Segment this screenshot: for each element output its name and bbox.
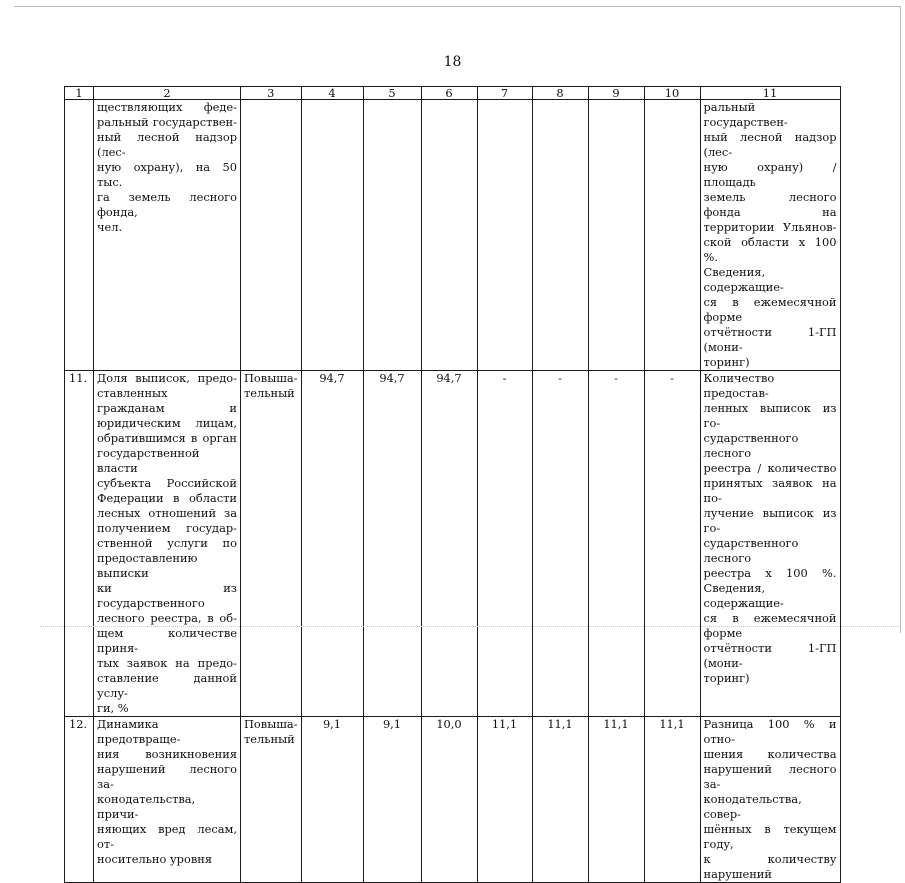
indicator-value: - — [644, 371, 700, 717]
calculation-method-line: торинг) — [703, 355, 750, 369]
indicator-value: - — [477, 371, 532, 717]
calculation-method-line: конодательства, совер- — [703, 792, 802, 821]
indicator-value: 94,7 — [301, 371, 363, 717]
calculation-method-line: ской области x 100 %. — [703, 235, 837, 264]
indicator-name-line: га земель лесного фонда, — [97, 190, 237, 219]
indicator-name-line: государственной власти — [97, 446, 200, 475]
indicator-value — [588, 100, 644, 371]
indicator-name-line: ния возникновения — [97, 747, 237, 761]
calculation-method-line: Разница 100 % и отно- — [703, 717, 837, 746]
indicator-value — [532, 100, 588, 371]
calculation-method-line: ся в ежемесячной форме — [703, 295, 837, 324]
calculation-method — [700, 100, 840, 371]
indicator-name-line: ственной услуги по — [97, 536, 237, 550]
calculation-method-line: шения количества — [703, 747, 837, 761]
calculation-method-line: ленных выписок из го- — [703, 401, 837, 430]
indicator-value: 9,1 — [301, 717, 363, 883]
indicator-name-line: ный лесной надзор (лес- — [97, 130, 237, 159]
calculation-method-line: сударственного лесного — [703, 431, 799, 460]
calculation-method-line: шённых в текущем году, — [703, 822, 837, 851]
indicator-name — [94, 717, 241, 883]
indicator-name-line: субъекта Российской — [97, 476, 237, 490]
column-header: 11 — [700, 87, 840, 100]
indicator-name-line: Федерации в области — [97, 491, 237, 505]
row-number: 11. — [65, 371, 94, 717]
indicator-value: 10,0 — [421, 717, 477, 883]
calculation-method-line: Сведения, содержащие- — [703, 581, 784, 610]
indicator-name — [94, 100, 241, 371]
indicator-value: 94,7 — [363, 371, 421, 717]
indicator-value: 94,7 — [421, 371, 477, 717]
calculation-method-line: реестра / количество — [703, 461, 837, 475]
table-row — [65, 371, 841, 717]
calculation-method-line: земель лесного фонда на — [703, 190, 837, 219]
calculation-method-line: ся в ежемесячной форме — [703, 611, 837, 640]
table-header-row — [65, 87, 841, 100]
indicator-value: 11,1 — [477, 717, 532, 883]
calculation-method-line: ную охрану) / площадь — [703, 160, 837, 189]
indicator-value — [301, 100, 363, 371]
indicator-name-line: ральный государствен- — [97, 115, 237, 129]
calculation-method-line: принятых заявок на по- — [703, 476, 837, 505]
calculation-method-line: ральный государствен- — [703, 100, 788, 129]
indicator-direction: Повыша- тельный — [241, 371, 302, 717]
indicator-name-line: ществляющих феде- — [97, 100, 237, 114]
row-number — [65, 100, 94, 371]
calculation-method-line: сударственного лесного — [703, 536, 799, 565]
indicator-value: 9,1 — [363, 717, 421, 883]
column-header: 2 — [94, 87, 241, 100]
indicator-name-line: чел. — [97, 220, 123, 234]
indicator-name-line: ги, % — [97, 701, 129, 715]
column-header: 4 — [301, 87, 363, 100]
calculation-method-line: отчётности 1-ГП (мони- — [703, 641, 837, 670]
calculation-method-line: к количеству нарушений — [703, 852, 837, 881]
indicator-name-line: нарушений лесного за- — [97, 762, 237, 791]
calculation-method-line: территории Ульянов- — [703, 220, 837, 234]
calculation-method — [700, 717, 840, 883]
row-number: 12. — [65, 717, 94, 883]
column-header: 5 — [363, 87, 421, 100]
column-header: 6 — [421, 87, 477, 100]
calculation-method-line: торинг) — [703, 671, 750, 685]
table-row — [65, 717, 841, 883]
indicator-name-line: ставление данной услу- — [97, 671, 237, 700]
indicator-name-line: юридическим лицам, — [97, 416, 237, 430]
calculation-method — [700, 371, 840, 717]
indicator-value — [363, 100, 421, 371]
indicator-direction: Повыша- тельный — [241, 717, 302, 883]
column-header: 8 — [532, 87, 588, 100]
indicator-value — [644, 100, 700, 371]
indicator-name-line: предоставлению выписки — [97, 551, 198, 580]
column-header: 9 — [588, 87, 644, 100]
indicator-name-line: получением государ- — [97, 521, 237, 535]
page-number: 18 — [443, 54, 462, 70]
indicator-value: - — [588, 371, 644, 717]
calculation-method-line: реестра x 100 %. — [703, 566, 837, 580]
indicator-name-line: Доля выписок, предо- — [97, 371, 237, 385]
scan-edge — [40, 626, 900, 628]
indicator-name-line: лесного реестра, в об- — [97, 611, 237, 625]
indicator-value — [477, 100, 532, 371]
indicator-value: 11,1 — [588, 717, 644, 883]
indicator-direction — [241, 100, 302, 371]
indicator-name — [94, 371, 241, 717]
indicator-table — [64, 86, 841, 883]
calculation-method-line: Количество предостав- — [703, 371, 775, 400]
indicator-name-line: ки из государственного — [97, 581, 237, 610]
indicator-name-line: лесных отношений за — [97, 506, 237, 520]
calculation-method-line: ный лесной надзор (лес- — [703, 130, 837, 159]
column-header: 1 — [65, 87, 94, 100]
indicator-name-line: обратившимся в орган — [97, 431, 237, 445]
indicator-value — [421, 100, 477, 371]
indicator-value: - — [532, 371, 588, 717]
indicator-name-line: носительно уровня — [97, 852, 213, 866]
calculation-method-line: лучение выписок из го- — [703, 506, 837, 535]
indicator-name-line: Динамика предотвраще- — [97, 717, 181, 746]
calculation-method-line: Сведения, содержащие- — [703, 265, 784, 294]
indicator-name-line: няющих вред лесам, от- — [97, 822, 237, 851]
column-header: 7 — [477, 87, 532, 100]
indicator-name-line: конодательства, причи- — [97, 792, 196, 821]
indicator-value: 11,1 — [644, 717, 700, 883]
column-header: 3 — [241, 87, 302, 100]
indicator-name-line: щем количестве приня- — [97, 626, 237, 655]
calculation-method-line: отчётности 1-ГП (мони- — [703, 325, 837, 354]
calculation-method-line: нарушений лесного за- — [703, 762, 837, 791]
column-header: 10 — [644, 87, 700, 100]
table-row — [65, 100, 841, 371]
indicator-name-line: тых заявок на предо- — [97, 656, 237, 670]
indicator-name-line: ную охрану), на 50 тыс. — [97, 160, 237, 189]
indicator-name-line: ставленных гражданам и — [97, 386, 237, 415]
indicator-value: 11,1 — [532, 717, 588, 883]
